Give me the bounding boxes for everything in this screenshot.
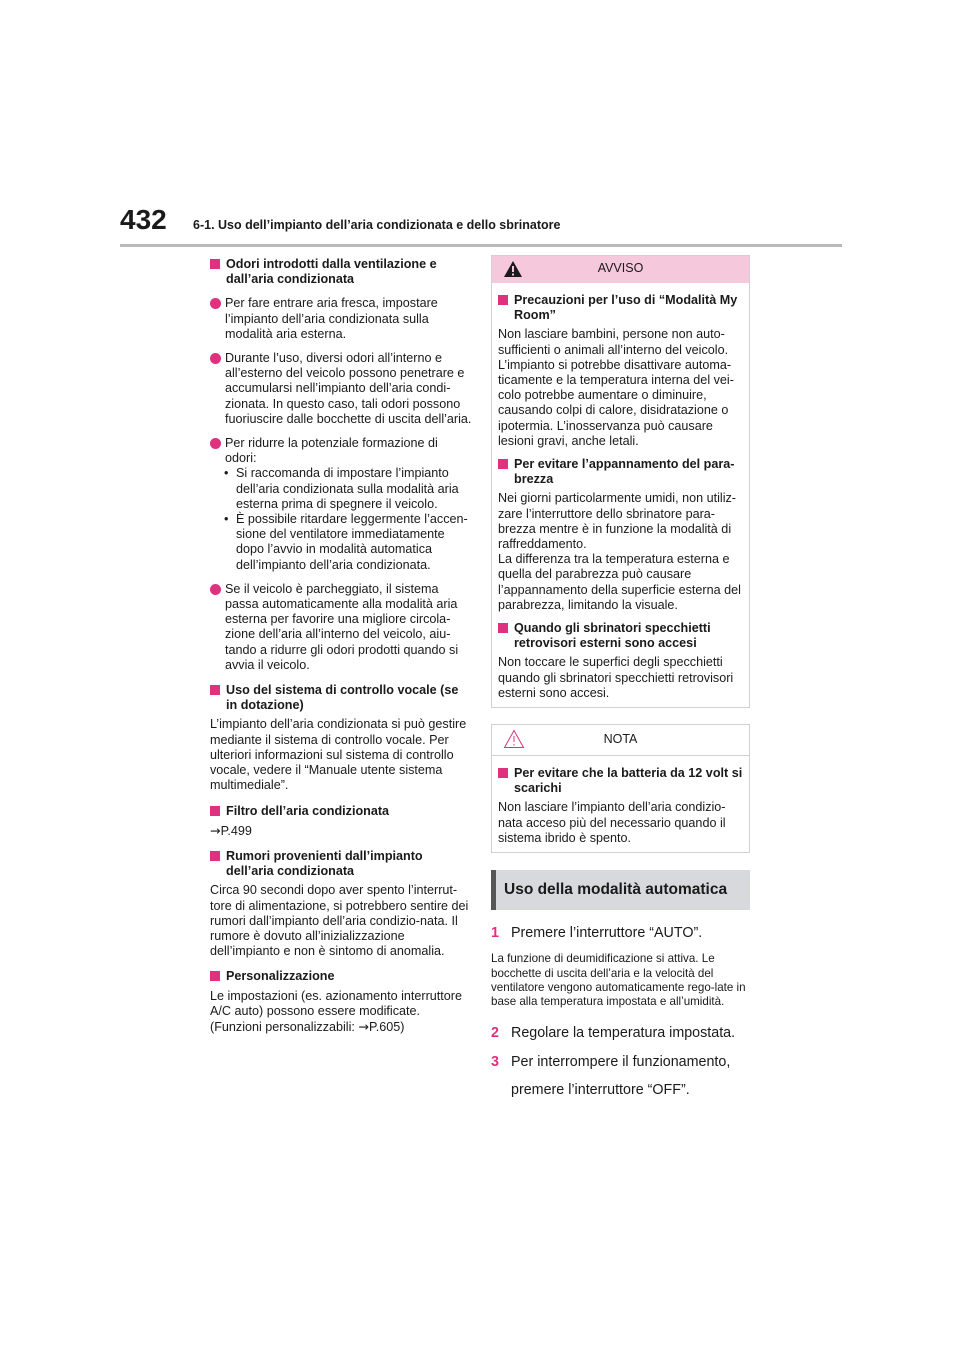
section-heading: Filtro dell’aria condizionata	[210, 804, 472, 819]
square-marker-icon	[498, 295, 508, 305]
square-marker-icon	[498, 459, 508, 469]
note-box	[491, 724, 750, 853]
sub-bullet: • È possibile ritardare leggermente l’accen-sione del ventilatore immediatamente dopo l’avvio in modalità automatica dell’impianto dell’aria condizionata.	[224, 512, 468, 572]
caution-triangle-icon	[503, 729, 525, 753]
paragraph: Non toccare le superfici degli specchietti quando gli sbrinatori specchietti retrovisori esterni sono accesi.	[498, 655, 734, 700]
section-heading: Rumori provenienti dall’impianto dell’aria condizionata	[210, 849, 472, 879]
note-header: NOTA	[492, 725, 749, 756]
bullet-item: Per fare entrare aria fresca, impostare l’impianto dell’aria condizionata sulla modalità aria esterna.	[210, 296, 472, 342]
paragraph: Le impostazioni (es. azionamento interruttore A/C auto) possono essere modificate. (Funzioni personalizzabili: →P.605)	[210, 988, 463, 1034]
bullet-item: Se il veicolo è parcheggiato, il sistema passa automaticamente alla modalità aria esterna per favorire una migliore circola-zione dell’aria all’interno del veicolo, aiu-tando a ridurre gli odori prodotti quando si avvia il veicolo.	[210, 582, 472, 673]
circle-bullet-icon	[210, 438, 221, 449]
step-1-note: La funzione di deumidificazione si attiva. Le bocchette di uscita dell’aria e la velocità del ventilatore vengono automaticamente rego-late in base alla temperatura impostata e all’umidità.	[491, 952, 746, 1009]
square-marker-icon	[210, 259, 220, 269]
square-marker-icon	[210, 685, 220, 695]
arrow-icon: →	[358, 1018, 369, 1034]
circle-bullet-icon	[210, 298, 221, 309]
warning-triangle-icon	[503, 260, 523, 282]
section-heading: Uso del sistema di controllo vocale (se in dotazione)	[210, 683, 472, 713]
bullet-item: Durante l’uso, diversi odori all’interno e all’esterno del veicolo possono penetrare e accumularsi nell’impianto dell’aria condi-zionata. In questo caso, tali odori possono fuoriuscire dalle bocchette di uscita dell’aria.	[210, 351, 472, 427]
sub-bullet: • Si raccomanda di impostare l’impianto dell’aria condizionata sulla modalità aria esterna prima di spegnere il veicolo.	[224, 466, 459, 511]
section-title-bar: Uso della modalità automatica	[491, 870, 750, 910]
circle-bullet-icon	[210, 584, 221, 595]
arrow-icon: →	[210, 822, 221, 838]
right-column	[491, 255, 750, 1104]
paragraph: L’impianto dell’aria condizionata si può gestire mediante il sistema di controllo vocale. Per ulteriori informazioni sul sistema di controllo vocale, vedere il “Manuale utente sistema multimediale”.	[210, 717, 467, 793]
section-heading: Personalizzazione	[210, 969, 472, 984]
square-marker-icon	[210, 851, 220, 861]
left-column	[210, 255, 472, 1035]
paragraph: Nei giorni particolarmente umidi, non utiliz-zare l’interruttore dello sbrinatore para-brezza mentre è in funzione la modalità di raffreddamento.	[498, 491, 736, 552]
warning-heading: Quando gli sbrinatori specchietti retrovisori esterni sono accesi	[498, 621, 743, 651]
step-2: 2 Regolare la temperatura impostata.	[491, 1024, 736, 1041]
header-rule	[120, 244, 842, 247]
chapter-title: 6-1. Uso dell’impianto dell’aria condizionata e dello sbrinatore	[193, 218, 561, 232]
step-1: 1 Premere l’interruttore “AUTO”.	[491, 925, 703, 942]
paragraph: Non lasciare bambini, persone non auto-sufficienti o animali all’interno del veicolo. L’impianto si potrebbe disattivare automa-ticamente e la temperatura interna del vei-colo potrebbe aumentare o diminuire, causando colpi di calore, disidratazione o ipotermia. L’inosservanza può causare lesioni gravi, anche letali.	[498, 327, 734, 448]
page-reference[interactable]: →P.499	[210, 822, 252, 838]
warning-box	[491, 255, 750, 708]
warning-heading: Per evitare l’appannamento del para-brezza	[498, 457, 743, 487]
warning-heading: Precauzioni per l’uso di “Modalità My Room”	[498, 293, 743, 323]
step-3: 3 Per interrompere il funzionamento, premere l’interruttore “OFF”.	[491, 1053, 731, 1098]
bullet-item: Per ridurre la potenziale formazione di odori:	[210, 436, 472, 466]
paragraph: Non lasciare l’impianto dell’aria condizio-nata acceso più del necessario quando il sistema ibrido è spento.	[498, 800, 726, 845]
square-marker-icon	[498, 768, 508, 778]
circle-bullet-icon	[210, 353, 221, 364]
section-heading: Odori introdotti dalla ventilazione e dall’aria condizionata	[210, 257, 472, 287]
page-number: 432	[120, 204, 167, 235]
paragraph: La differenza tra la temperatura esterna e quella del parabrezza può causare l’appannamento della superficie esterna del parabrezza, limitando la visuale.	[498, 552, 741, 612]
paragraph: Circa 90 secondi dopo aver spento l’interrut-tore di alimentazione, si potrebbero sentire dei rumori dall’impianto dell’aria condizio-nata. Il rumore è dovuto all’inizializzazione dell’impianto e non è sintomo di anomalia.	[210, 883, 469, 959]
warning-header: AVVISO	[492, 256, 749, 283]
square-marker-icon	[210, 806, 220, 816]
square-marker-icon	[498, 623, 508, 633]
square-marker-icon	[210, 971, 220, 981]
note-heading: Per evitare che la batteria da 12 volt si scarichi	[498, 766, 743, 796]
